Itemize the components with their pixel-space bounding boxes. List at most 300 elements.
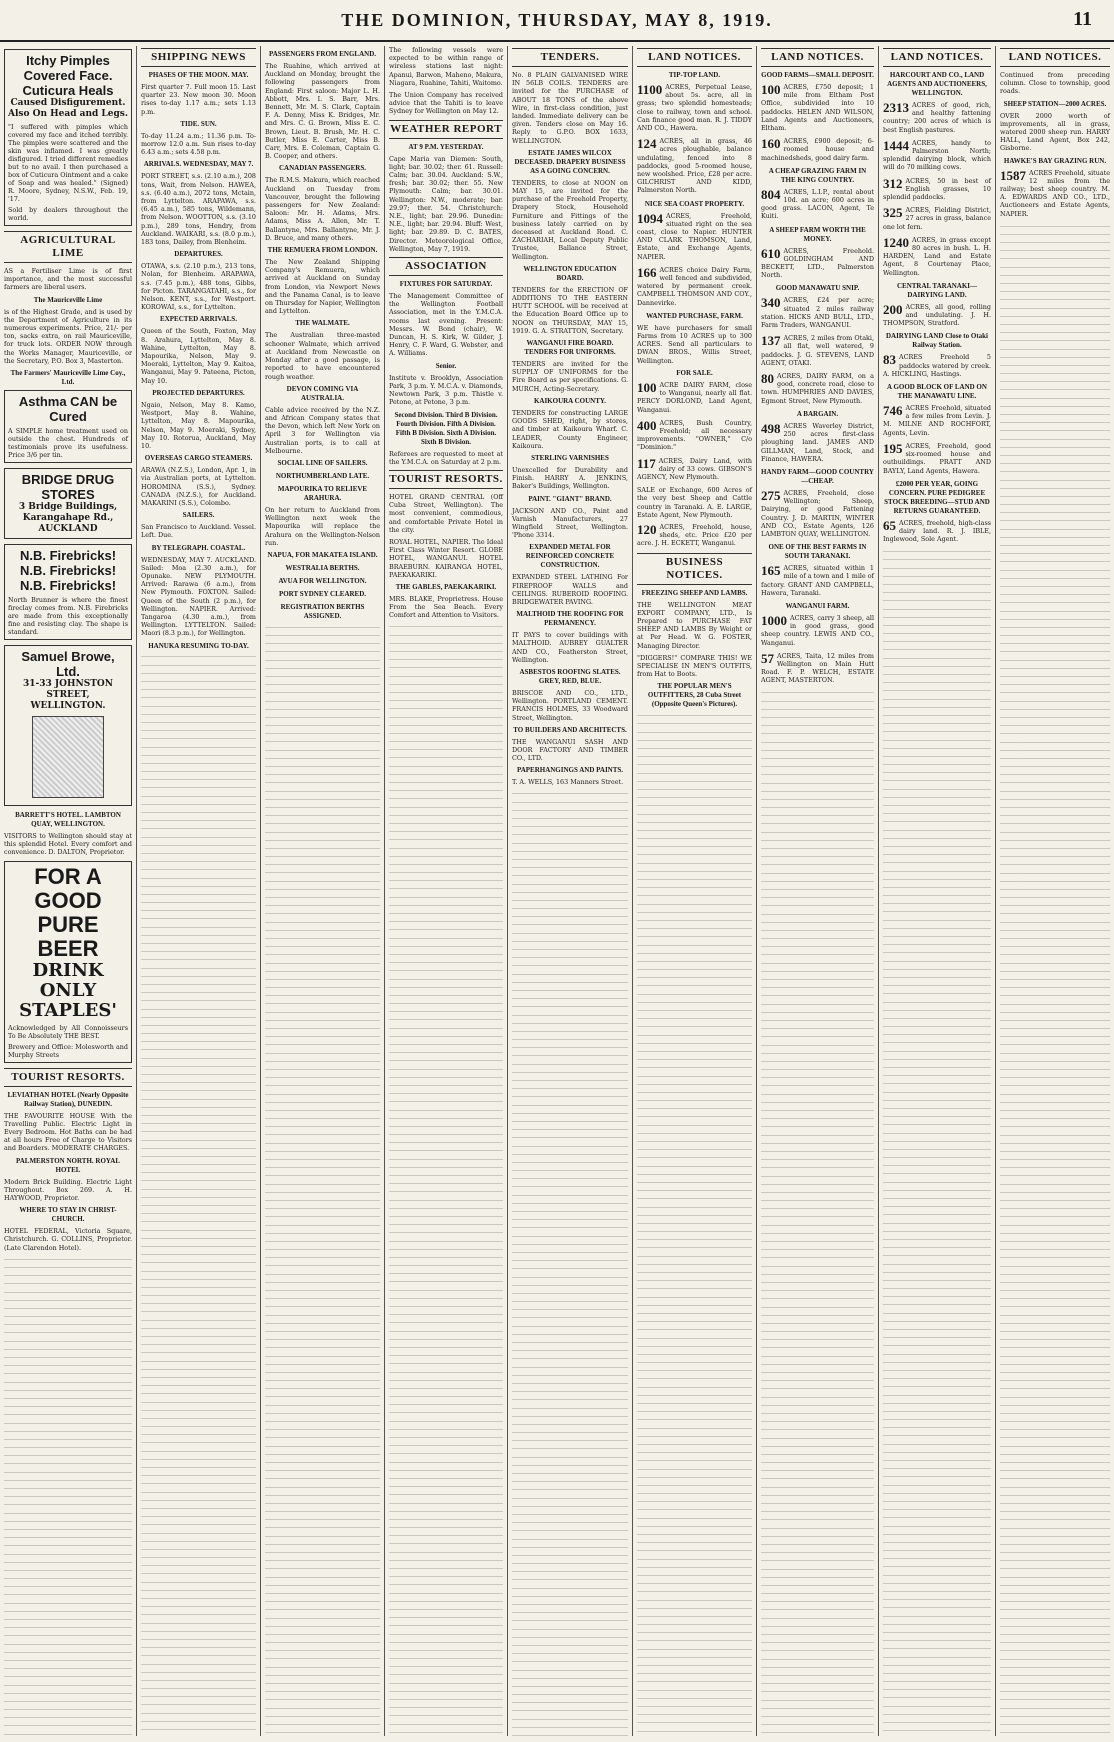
print-line (265, 1058, 380, 1065)
sub-heading: HARCOURT AND CO., LAND AGENTS AND AUCTIONEERS, WELLINGTON. (887, 71, 987, 97)
print-line (4, 1649, 132, 1656)
print-line (883, 1007, 991, 1014)
print-line (4, 1608, 132, 1615)
listing-text: ACRES, £750 deposit; 1 mile from Eltham Post Office, subdivided into 10 paddocks. HELEN AND WILSON, Land Agents and Auctioneers, Eltham. (761, 83, 874, 133)
print-line (1000, 1623, 1110, 1630)
print-line (883, 606, 991, 613)
print-line (265, 763, 380, 770)
print-line (637, 942, 752, 949)
sub-heading: NAPUA, FOR MAKATEA ISLAND. (267, 550, 378, 559)
print-line (512, 1380, 628, 1387)
print-line (883, 1351, 991, 1358)
listing-text: ACRES, freehold, high-class dairy land. R. J. IBLE, Inglewood, Sole Agent. (883, 518, 991, 544)
print-line (1000, 591, 1110, 598)
print-line (141, 801, 256, 808)
print-line (883, 1162, 991, 1169)
print-line (389, 1459, 503, 1466)
print-line (1000, 1369, 1110, 1376)
land-listing (883, 404, 991, 437)
print-line (1000, 264, 1110, 271)
print-line (637, 893, 752, 900)
print-line (512, 1282, 628, 1289)
print-line (1000, 1508, 1110, 1515)
print-line (141, 1325, 256, 1332)
sub-heading: THE REMUERA FROM LONDON. (267, 246, 378, 255)
print-line (265, 812, 380, 819)
print-line (1000, 624, 1110, 631)
print-line (265, 837, 380, 844)
sub-heading: EXPANDED METAL FOR REINFORCED CONCRETE CONSTRUCTION. (525, 543, 615, 570)
advertisement (4, 645, 132, 806)
print-line (637, 1613, 752, 1620)
acreage-number: 1100 (637, 82, 663, 97)
print-line (512, 1495, 628, 1502)
print-line (883, 1318, 991, 1325)
print-line (389, 779, 503, 786)
print-line (883, 614, 991, 621)
print-line (389, 1483, 503, 1490)
sub-heading: WANTED PURCHASE, FARM. (646, 311, 743, 320)
listing-text: ACRES, all in grass, 46 acres ploughable, balance undulating, fenced into 8 paddocks, good 5-roomed house, new woolshed. Price, £28 per acre. GILCHRIST AND KIDD, Palmerston North. (637, 137, 752, 195)
print-line (637, 1638, 752, 1645)
print-line (512, 946, 628, 953)
sub-heading: Senior. (435, 361, 457, 370)
print-line (883, 1523, 991, 1530)
print-line (883, 1031, 991, 1038)
section-heading: LAND NOTICES. (637, 48, 752, 67)
print-line (265, 1688, 380, 1695)
print-line (141, 1153, 256, 1160)
print-line (1000, 550, 1110, 557)
print-line (883, 1474, 991, 1481)
print-line (637, 1310, 752, 1317)
print-line (512, 815, 628, 822)
article-text: Cable advice received by the N.Z. and African Company states that the Devon, which left New York on April 3 for Wellington via Australian ports, is to call at Melbourne. (265, 405, 380, 455)
print-line (761, 1664, 874, 1671)
print-line (389, 1442, 503, 1449)
print-line (1000, 1688, 1110, 1695)
sub-heading: PHASES OF THE MOON. MAY. (148, 71, 249, 79)
print-line (265, 1377, 380, 1384)
print-line (389, 730, 503, 737)
print-line (1000, 1598, 1110, 1605)
print-line (141, 989, 256, 996)
print-line (4, 1469, 132, 1476)
print-line (1000, 943, 1110, 950)
print-line (4, 1297, 132, 1304)
print-line (761, 1263, 874, 1270)
print-line (265, 1361, 380, 1368)
print-line (141, 1415, 256, 1422)
print-line (265, 1721, 380, 1728)
print-line (883, 1097, 991, 1104)
acreage-number: 325 (883, 205, 903, 221)
print-line (141, 744, 256, 751)
print-line (883, 1605, 991, 1612)
print-line (637, 778, 752, 785)
print-line (265, 1533, 380, 1540)
print-line (4, 1362, 132, 1369)
print-line (265, 845, 380, 852)
print-line (1000, 1590, 1110, 1597)
print-line (389, 1090, 503, 1097)
print-line (637, 1449, 752, 1456)
print-line (883, 1138, 991, 1145)
print-line (141, 1546, 256, 1553)
land-listing (761, 188, 874, 221)
print-line (1000, 337, 1110, 344)
print-line (1000, 1320, 1110, 1327)
print-line (4, 1665, 132, 1672)
print-line (389, 1712, 503, 1719)
print-line (761, 952, 874, 959)
print-line (1000, 1173, 1110, 1180)
print-line (4, 1452, 132, 1459)
sub-heading: DEVON COMING VIA AUSTRALIA. (286, 384, 359, 402)
print-line (389, 1180, 503, 1187)
land-listing (637, 419, 752, 452)
sub-heading: HANUKA RESUMING TO-DAY. (148, 641, 249, 650)
print-line (761, 1574, 874, 1581)
print-line (265, 1590, 380, 1597)
ad-heading: Asthma CAN be Cured (18, 394, 118, 425)
print-line (265, 1697, 380, 1704)
print-line (637, 1163, 752, 1170)
print-line (1000, 706, 1110, 713)
print-line (883, 1367, 991, 1374)
print-line (4, 1256, 132, 1263)
print-line (389, 1098, 503, 1105)
print-line (141, 1734, 256, 1736)
print-line (637, 762, 752, 769)
acreage-number: 137 (761, 333, 781, 349)
print-line (637, 974, 752, 981)
article-text: San Francisco to Auckland. Vessel. Left. Due. (141, 523, 256, 540)
print-line (512, 856, 628, 863)
print-line (1000, 1361, 1110, 1368)
ad-heading: Itchy Pimples Covered Face. Cuticura Heals (22, 53, 114, 98)
column-4 (385, 46, 508, 1736)
print-line (761, 1386, 874, 1393)
print-line (883, 851, 991, 858)
print-line (1000, 362, 1110, 369)
print-line (389, 1360, 503, 1367)
print-line (883, 1203, 991, 1210)
print-line (883, 1220, 991, 1227)
print-line (389, 1581, 503, 1588)
print-line (761, 739, 874, 746)
print-line (1000, 1328, 1110, 1335)
print-line (512, 1527, 628, 1534)
print-line (389, 1614, 503, 1621)
land-listing (761, 83, 874, 132)
print-line (512, 1429, 628, 1436)
print-line (4, 1354, 132, 1361)
print-line (761, 1320, 874, 1327)
acreage-number: 498 (761, 420, 781, 436)
print-line (883, 1040, 991, 1047)
print-line (512, 1560, 628, 1567)
print-line (637, 1408, 752, 1415)
print-line (512, 1487, 628, 1494)
print-line (265, 911, 380, 918)
print-line (761, 1189, 874, 1196)
listing-text: ACRES Waverley District, 250 acres first-class ploughing land. JAMES AND GILLMAN, Land, Stock, and Finance, HAWERA. (761, 421, 874, 463)
print-line (883, 1482, 991, 1489)
print-line (1000, 1025, 1110, 1032)
land-listing (761, 489, 874, 538)
print-line (389, 1139, 503, 1146)
article-text: HOTEL FEDERAL, Victoria Square, Christchurch. G. COLLINS, Proprietor. (Late Clarendon Hotel). (4, 1227, 132, 1252)
print-line (1000, 861, 1110, 868)
print-line (761, 1517, 874, 1524)
print-line (1000, 763, 1110, 770)
print-line (389, 1508, 503, 1515)
print-line (265, 722, 380, 729)
print-line (265, 640, 380, 647)
print-line (4, 1289, 132, 1296)
print-line (265, 853, 380, 860)
print-line (1000, 739, 1110, 746)
print-line (4, 1387, 132, 1394)
print-line (512, 1036, 628, 1043)
listing-text: ACRES, Taita, 12 miles from Wellington on Main Hutt Road. F. P. WELCH, ESTATE AGENT, MASTERTON. (761, 651, 874, 685)
print-line (883, 1089, 991, 1096)
print-line (1000, 1476, 1110, 1483)
print-line (265, 1312, 380, 1319)
print-line (1000, 837, 1110, 844)
print-line (512, 1167, 628, 1174)
print-line (389, 1696, 503, 1703)
print-line (1000, 354, 1110, 361)
print-line (883, 655, 991, 662)
print-line (389, 771, 503, 778)
print-line (883, 1392, 991, 1399)
print-line (265, 1189, 380, 1196)
print-line (389, 1565, 503, 1572)
print-line (637, 925, 752, 932)
print-line (1000, 821, 1110, 828)
print-line (389, 1704, 503, 1711)
print-line (883, 1449, 991, 1456)
print-line (512, 938, 628, 945)
print-line (761, 943, 874, 950)
print-line (761, 714, 874, 721)
print-line (512, 1388, 628, 1395)
print-line (637, 884, 752, 891)
print-line (4, 1559, 132, 1566)
land-listing (883, 303, 991, 328)
print-line (637, 1261, 752, 1268)
print-line (883, 1081, 991, 1088)
print-line (141, 997, 256, 1004)
print-line (1000, 730, 1110, 737)
print-line (883, 1023, 991, 1030)
print-line (512, 987, 628, 994)
print-line (883, 548, 991, 555)
print-line (1000, 378, 1110, 385)
print-line (265, 1320, 380, 1327)
sub-heading: SAILERS. (182, 511, 215, 520)
print-line (1000, 681, 1110, 688)
print-line (761, 747, 874, 754)
print-line (512, 1028, 628, 1035)
land-listing (637, 523, 752, 548)
print-line (141, 1350, 256, 1357)
print-line (637, 1384, 752, 1391)
article-text: ARAWA (N.Z.S.), London, Apr. 1, in via Australian ports, at Lyttelton. HOROMINA (S.S.), Sydney. CANADA (N.Z.S.), for Auckland. MAKARINI (S.S.), Colombo. (141, 466, 256, 507)
print-line (4, 1534, 132, 1541)
print-line (265, 984, 380, 991)
print-line (389, 746, 503, 753)
print-line (637, 999, 752, 1006)
print-line (1000, 419, 1110, 426)
print-line (389, 1107, 503, 1114)
print-line (1000, 1123, 1110, 1130)
print-line (1000, 1254, 1110, 1261)
print-line (512, 905, 628, 912)
print-line (1000, 608, 1110, 615)
print-line (883, 1334, 991, 1341)
print-line (141, 1530, 256, 1537)
print-line (512, 1372, 628, 1379)
print-line (883, 1171, 991, 1178)
land-listing (883, 206, 991, 231)
column-6 (633, 46, 757, 1736)
print-line (141, 1399, 256, 1406)
print-line (883, 1195, 991, 1202)
print-line (761, 1345, 874, 1352)
print-line (637, 1392, 752, 1399)
listing-text: ACRES, Fielding District, 27 acres in grass, balance one lot fern. (883, 206, 991, 231)
print-line (1000, 894, 1110, 901)
print-line (141, 1521, 256, 1528)
print-line (512, 1069, 628, 1076)
print-line (761, 1295, 874, 1302)
print-line (389, 1025, 503, 1032)
print-line (1000, 1533, 1110, 1540)
print-line (389, 1246, 503, 1253)
print-line (512, 1323, 628, 1330)
print-line (265, 1148, 380, 1155)
print-line (389, 1229, 503, 1236)
acreage-number: 160 (761, 136, 781, 152)
print-line (761, 1467, 874, 1474)
listing-text: ACRES, L.I.P., rental about 10d. an acre; 600 acres in good grass. LACON, Agent, Te Kuiti. (761, 187, 874, 221)
print-line (389, 886, 503, 893)
print-line (4, 1723, 132, 1730)
sub-heading: KAIKOURA COUNTY. (533, 396, 607, 405)
print-line (141, 1112, 256, 1119)
print-line (1000, 321, 1110, 328)
print-line (512, 930, 628, 937)
print-line (883, 1212, 991, 1219)
print-line (389, 1410, 503, 1417)
print-line (4, 1624, 132, 1631)
print-line (637, 1302, 752, 1309)
print-line (4, 1592, 132, 1599)
print-line (883, 1048, 991, 1055)
print-line (265, 1574, 380, 1581)
advertisement (4, 49, 132, 226)
print-line (883, 966, 991, 973)
print-line (1000, 1336, 1110, 1343)
print-line (761, 1181, 874, 1188)
print-line (761, 927, 874, 934)
print-line (1000, 1279, 1110, 1286)
print-line (761, 1140, 874, 1147)
print-line (4, 1264, 132, 1271)
section-heading: AGRICULTURAL LIME (4, 231, 132, 263)
print-line (265, 1132, 380, 1139)
print-line (883, 704, 991, 711)
acreage-number: 117 (637, 455, 656, 471)
print-line (761, 731, 874, 738)
print-line (141, 686, 256, 693)
print-line (761, 1410, 874, 1417)
sub-heading: BY TELEGRAPH. COASTAL. (151, 543, 246, 552)
print-line (883, 941, 991, 948)
print-line (637, 1212, 752, 1219)
print-line (389, 664, 503, 671)
sub-heading: PALMERSTON NORTH. ROYAL HOTEL (15, 1156, 121, 1174)
print-line (141, 1423, 256, 1430)
ad-heading: N.B. Firebricks! N.B. Firebricks! N.B. Firebricks! (19, 548, 117, 594)
print-line (883, 1343, 991, 1350)
print-line (883, 1654, 991, 1661)
print-line (4, 1346, 132, 1353)
print-line (883, 835, 991, 842)
acreage-number: 57 (761, 650, 774, 666)
print-line (512, 840, 628, 847)
article-text: MRS. BLAKE, Proprietress. House From the Sea Beach. Every Comfort and Attention to Visitors. (389, 594, 503, 620)
print-line (761, 845, 874, 852)
ad-text: Acknowledged by All Connoisseurs To Be Absolutely THE BEST. (8, 1023, 128, 1040)
print-line (883, 1465, 991, 1472)
print-line (883, 1187, 991, 1194)
print-line (141, 1219, 256, 1226)
print-line (512, 1470, 628, 1477)
print-line (761, 1721, 874, 1728)
print-line (1000, 411, 1110, 418)
print-line (883, 1269, 991, 1276)
print-line (1000, 1680, 1110, 1687)
print-line (265, 1426, 380, 1433)
land-listing (883, 236, 991, 277)
print-line (265, 870, 380, 877)
print-line (512, 1151, 628, 1158)
print-line (389, 1238, 503, 1245)
article-text: Cape Maria van Diemen: South, light; bar. 30.02; ther. 61. Russell: Calm; bar. 30.04. Auckland: S.W., fresh; bar. 30.02; ther. 55. New Plymouth: Calm; bar. 30.01. Wellington: N.W., moderate; bar. 29.97; ther. 54. Christchurch: N.E., light; bar. 29.96. Dunedin: N.E., light; bar. 29.94. Bluff: West, light; bar. 29.89. D. C. BATES, Director. Meteorological Office, Wellington, May 7, 1919. (389, 154, 503, 253)
sub-heading: TIP-TOP LAND. (668, 71, 721, 79)
print-line (1000, 1410, 1110, 1417)
sub-heading: DAIRYING LAND Close to Otaki Railway Station. (885, 332, 989, 350)
print-line (4, 1633, 132, 1640)
print-line (512, 791, 628, 798)
print-line (141, 1169, 256, 1176)
sub-heading: EXPECTED ARRIVALS. (160, 315, 237, 324)
print-line (761, 1058, 874, 1065)
print-line (637, 843, 752, 850)
print-line (1000, 559, 1110, 566)
print-line (1000, 1574, 1110, 1581)
print-line (389, 1017, 503, 1024)
print-line (637, 1204, 752, 1211)
print-line (389, 1303, 503, 1310)
print-line (883, 1072, 991, 1079)
acreage-number: 165 (761, 563, 781, 579)
print-line (141, 1644, 256, 1651)
